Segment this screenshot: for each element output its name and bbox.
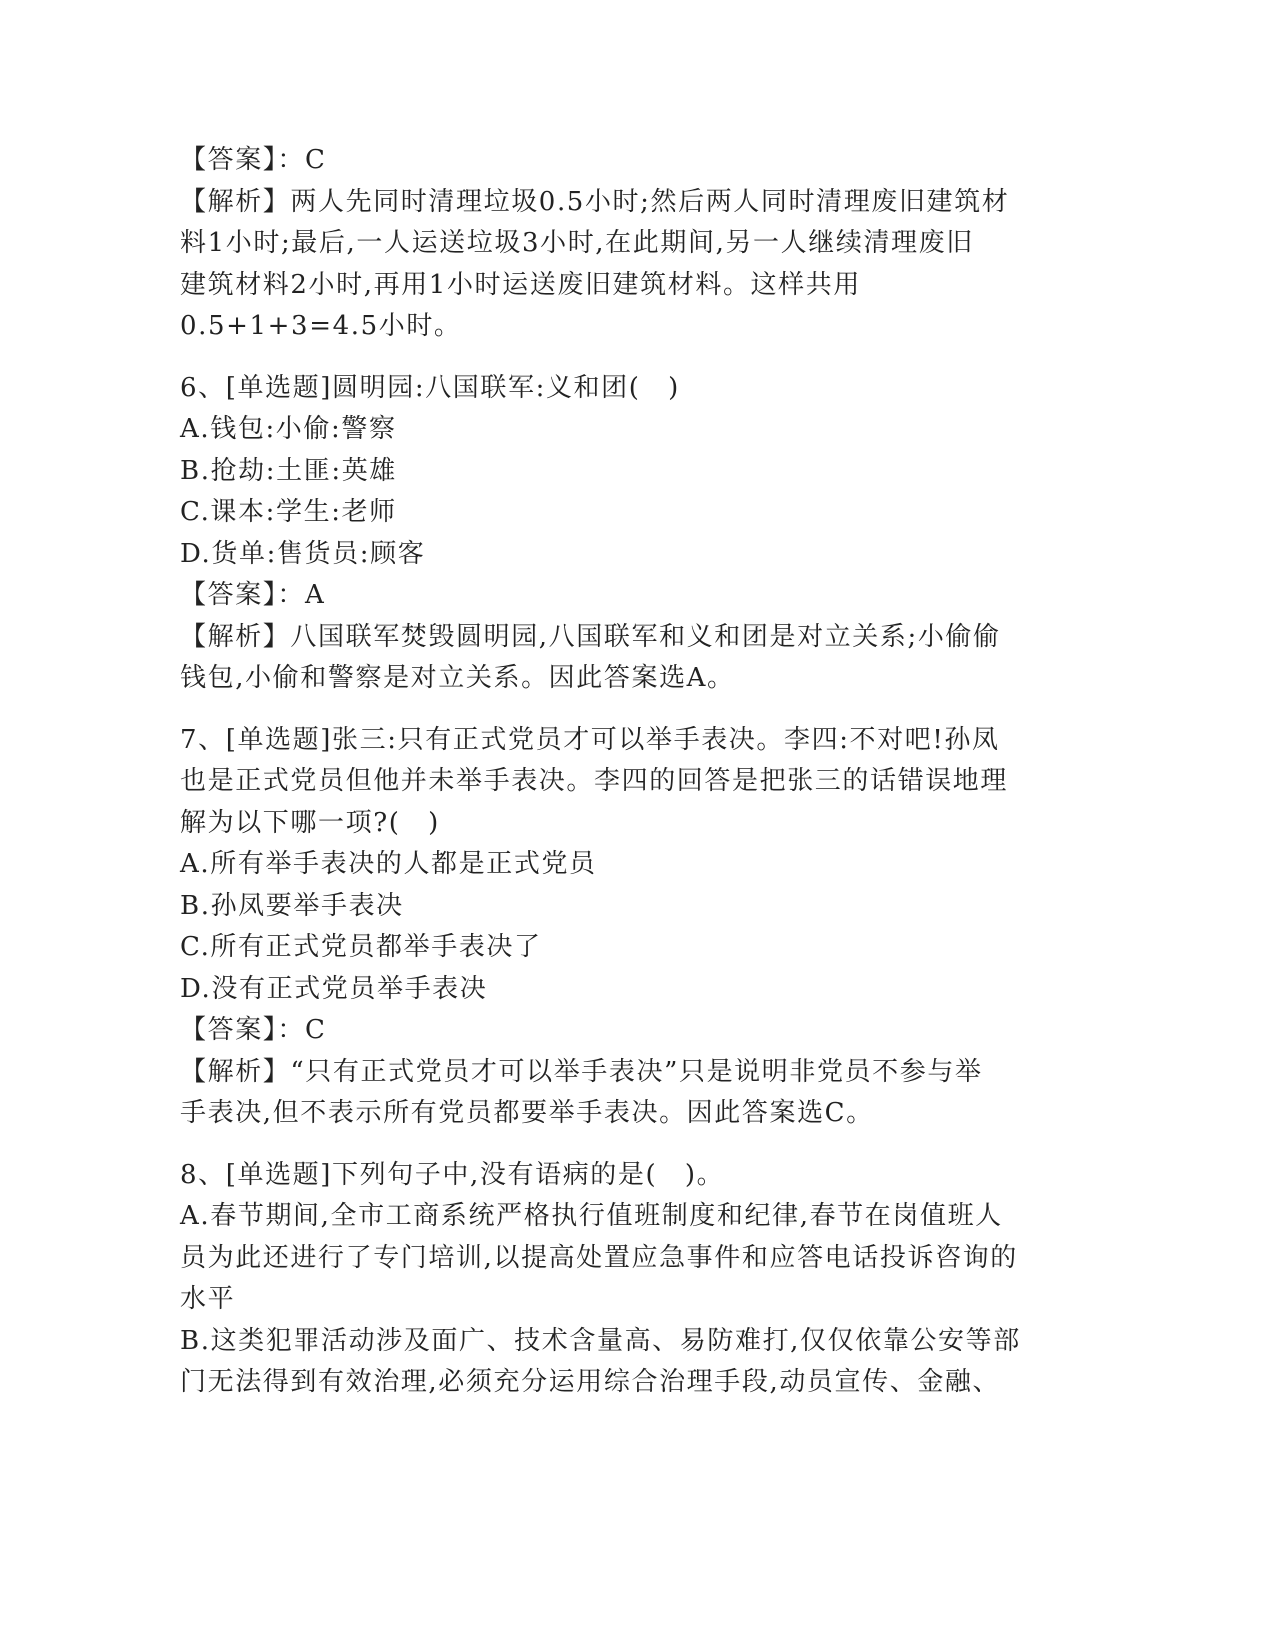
question-7-option-a: A.所有举手表决的人都是正式党员 xyxy=(180,849,597,879)
spacer xyxy=(180,700,1040,720)
question-6-option-b: B.抢劫:土匪:英雄 xyxy=(180,455,397,486)
question-8-stem: 8、[单选题]下列句子中,没有语病的是( )。 xyxy=(180,1159,725,1190)
question-8-option-b-line-1: B.这类犯罪活动涉及面广、技术含量高、易防难打,仅仅依靠公安等部 xyxy=(180,1325,1021,1356)
answer-5: 【答案】：C xyxy=(180,145,327,175)
document-page xyxy=(180,140,1040,1404)
question-6-option-a: A.钱包:小偷:警察 xyxy=(180,414,397,444)
answer-6: 【答案】：A xyxy=(180,580,326,610)
question-8-option-a-line-2: 员为此还进行了专门培训,以提高处置应急事件和应答电话投诉咨询的 xyxy=(180,1242,1018,1273)
analysis-6-line-1: 【解析】八国联军焚毁圆明园,八国联军和义和团是对立关系;小偷偷 xyxy=(180,621,1001,652)
question-7-stem-line-2: 也是正式党员但他并未举手表决。李四的回答是把张三的话错误地理 xyxy=(180,766,1009,796)
question-7-option-c: C.所有正式党员都举手表决了 xyxy=(180,932,542,962)
question-6-stem: 6、[单选题]圆明园:八国联军:义和团( ) xyxy=(180,372,680,403)
analysis-5-line-1: 【解析】两人先同时清理垃圾0.5小时;然后两人同时清理废旧建筑材 xyxy=(180,186,1010,217)
question-6-option-c: C.课本:学生:老师 xyxy=(180,497,397,527)
question-7-stem-line-3: 解为以下哪一项?( ) xyxy=(180,807,440,838)
question-7-option-d: D.没有正式党员举手表决 xyxy=(180,973,488,1004)
analysis-5-line-2: 料1小时;最后,一人运送垃圾3小时,在此期间,另一人继续清理废旧 xyxy=(180,228,974,258)
question-6-option-d: D.货单:售货员:顾客 xyxy=(180,538,426,569)
answer-7: 【答案】：C xyxy=(180,1015,327,1045)
question-8-option-a-line-1: A.春节期间,全市工商系统严格执行值班制度和纪律,春节在岗值班人 xyxy=(180,1201,1003,1231)
question-7-option-b: B.孙凤要举手表决 xyxy=(180,890,404,921)
question-7-stem-line-1: 7、[单选题]张三:只有正式党员才可以举手表决。李四:不对吧!孙凤 xyxy=(180,724,1000,755)
analysis-5-line-3: 建筑材料2小时,再用1小时运送废旧建筑材料。这样共用 xyxy=(180,269,861,300)
question-8-option-b-line-2: 门无法得到有效治理,必须充分运用综合治理手段,动员宣传、金融、 xyxy=(180,1367,1001,1397)
analysis-7-line-1: 【解析】“只有正式党员才可以举手表决”只是说明非党员不参与举 xyxy=(180,1056,983,1087)
question-8-option-a-line-3: 水平 xyxy=(180,1284,236,1314)
analysis-7-line-2: 手表决,但不表示所有党员都要举手表决。因此答案选C。 xyxy=(180,1098,874,1128)
spacer xyxy=(180,1135,1040,1155)
analysis-5-line-4: 0.5+1+3=4.5小时。 xyxy=(180,311,462,341)
spacer xyxy=(180,348,1040,368)
analysis-6-line-2: 钱包,小偷和警察是对立关系。因此答案选A。 xyxy=(180,663,735,693)
